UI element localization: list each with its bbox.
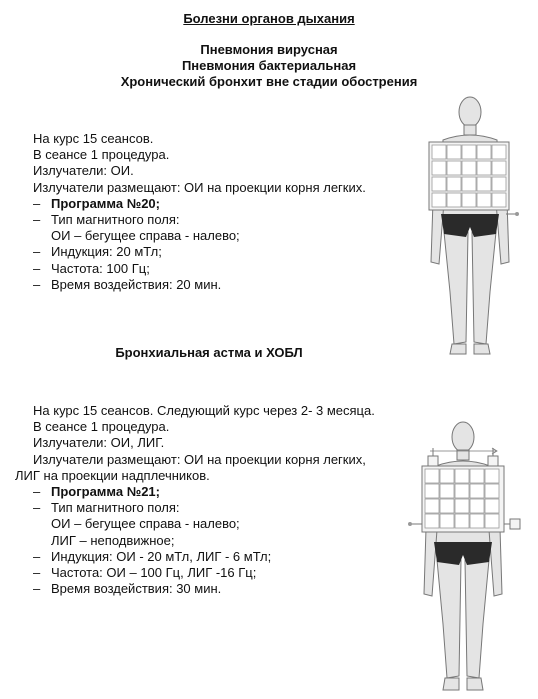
section1-intro-3: Излучатели: ОИ. (33, 163, 134, 179)
bullet-dash: – (33, 244, 41, 260)
section2-intro-3: Излучатели: ОИ, ЛИГ. (33, 435, 165, 451)
section1-program-item (33, 196, 366, 212)
bullet-dash: – (33, 581, 41, 597)
section1-text (33, 131, 366, 293)
section2-program: Программа №21; (51, 484, 160, 500)
bullet-dash: – (33, 484, 41, 500)
bullet-dash: – (33, 500, 41, 516)
section1-program: Программа №20; (51, 195, 160, 211)
bullet-dash: – (33, 276, 41, 292)
section1-time: Время воздействия: 20 мин. (51, 276, 222, 292)
section2-text (15, 403, 375, 597)
section2-time-item (33, 581, 375, 597)
section1-field-detail: ОИ – бегущее справа - налево; (51, 228, 240, 244)
section1-time-item (33, 277, 366, 293)
section2-intro-2: В сеансе 1 процедура. (33, 419, 170, 435)
bullet-dash: – (33, 565, 41, 581)
section2-field-type: Тип магнитного поля: (51, 500, 180, 516)
section1-frequency-item (33, 261, 366, 277)
diagnosis-3: Хронический бронхит вне стадии обострения (120, 74, 418, 89)
section2-placement-2: ЛИГ на проекции надплечников. (15, 467, 210, 483)
diagnosis-1: Пневмония вирусная (200, 42, 338, 57)
section1-frequency: Частота: 100 Гц; (51, 260, 150, 276)
section2-induction: Индукция: ОИ - 20 мТл, ЛИГ - 6 мТл; (51, 548, 272, 564)
section2-field-detail-2: ЛИГ – неподвижное; (51, 532, 175, 548)
section2-intro-1: На курс 15 сеансов. Следующий курс через 2- 3 месяца. (33, 403, 375, 418)
bullet-dash: – (33, 548, 41, 564)
section1-field-item (33, 212, 366, 228)
section1-induction: Индукция: 20 мТл; (51, 244, 162, 260)
diagnosis-2: Пневмония бактериальная (181, 58, 357, 73)
section1-field-type: Тип магнитного поля: (51, 212, 180, 228)
section2-frequency: Частота: ОИ – 100 Гц, ЛИГ -16 Гц; (51, 565, 257, 581)
body-figure-2 (406, 418, 526, 694)
body-figure-1 (418, 92, 522, 358)
emitter-array-2 (422, 466, 504, 532)
emitter-array-1 (429, 142, 509, 210)
section2-frequency-item (33, 565, 375, 581)
section1-intro-4: Излучатели размещают: ОИ на проекции корня легких. (33, 179, 366, 195)
bullet-dash: – (33, 195, 41, 211)
page-title: Болезни органов дыхания (183, 11, 355, 26)
bullet-dash: – (33, 212, 41, 228)
section2-field-item (33, 500, 375, 516)
section2-field-detail-1: ОИ – бегущее справа - налево; (51, 516, 240, 532)
section2-placement-1: Излучатели размещают: ОИ на проекции корня легких, (33, 451, 366, 467)
section1-induction-item (33, 244, 366, 260)
section2-program-item (33, 484, 375, 500)
bullet-dash: – (33, 260, 41, 276)
section2-induction-item (33, 549, 375, 565)
section1-intro-2: В сеансе 1 процедура. (33, 147, 170, 163)
section1-intro-1: На курс 15 сеансов. (33, 131, 154, 146)
section2-time: Время воздействия: 30 мин. (51, 581, 222, 597)
section2-title: Бронхиальная астма и ХОБЛ (115, 345, 303, 360)
